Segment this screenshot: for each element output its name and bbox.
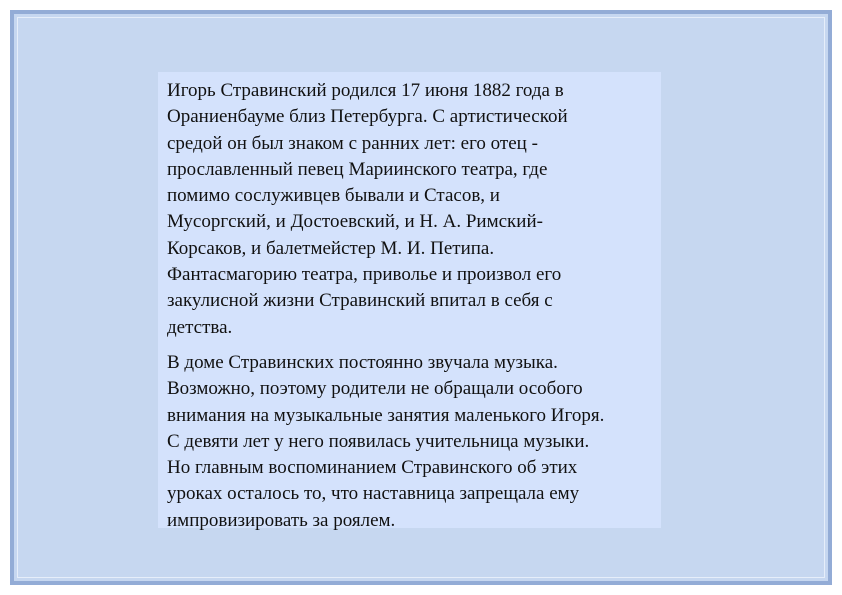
text-box [158,72,661,531]
paragraph-2: В доме Стравинских постоянно звучала музыка. Возможно, поэтому родители не обращали особого внимания на музыкальные занятия маленького Игоря. С девяти лет у него появилась учительница музыки. Но главным воспоминанием Стравинского об этих уроках осталось то, что наставница запрещала ему импровизировать за роялем. [167,351,605,531]
paragraph-1: Игорь Стравинский родился 17 июня 1882 года в Ораниенбауме близ Петербурга. С артистической средой он был знаком с ранних лет: его отец - прославленный певец Мариинского театра, где помимо сослуживцев бывали и Стасов, и Мусоргский, и Достоевский, и Н. А. Римский- Корсаков, и балетмейстер М. И. Петипа. Фантасмагорию театра, приволье и произвол его закулисной жизни Стравинский впитал в себя с детства. [167,80,568,338]
